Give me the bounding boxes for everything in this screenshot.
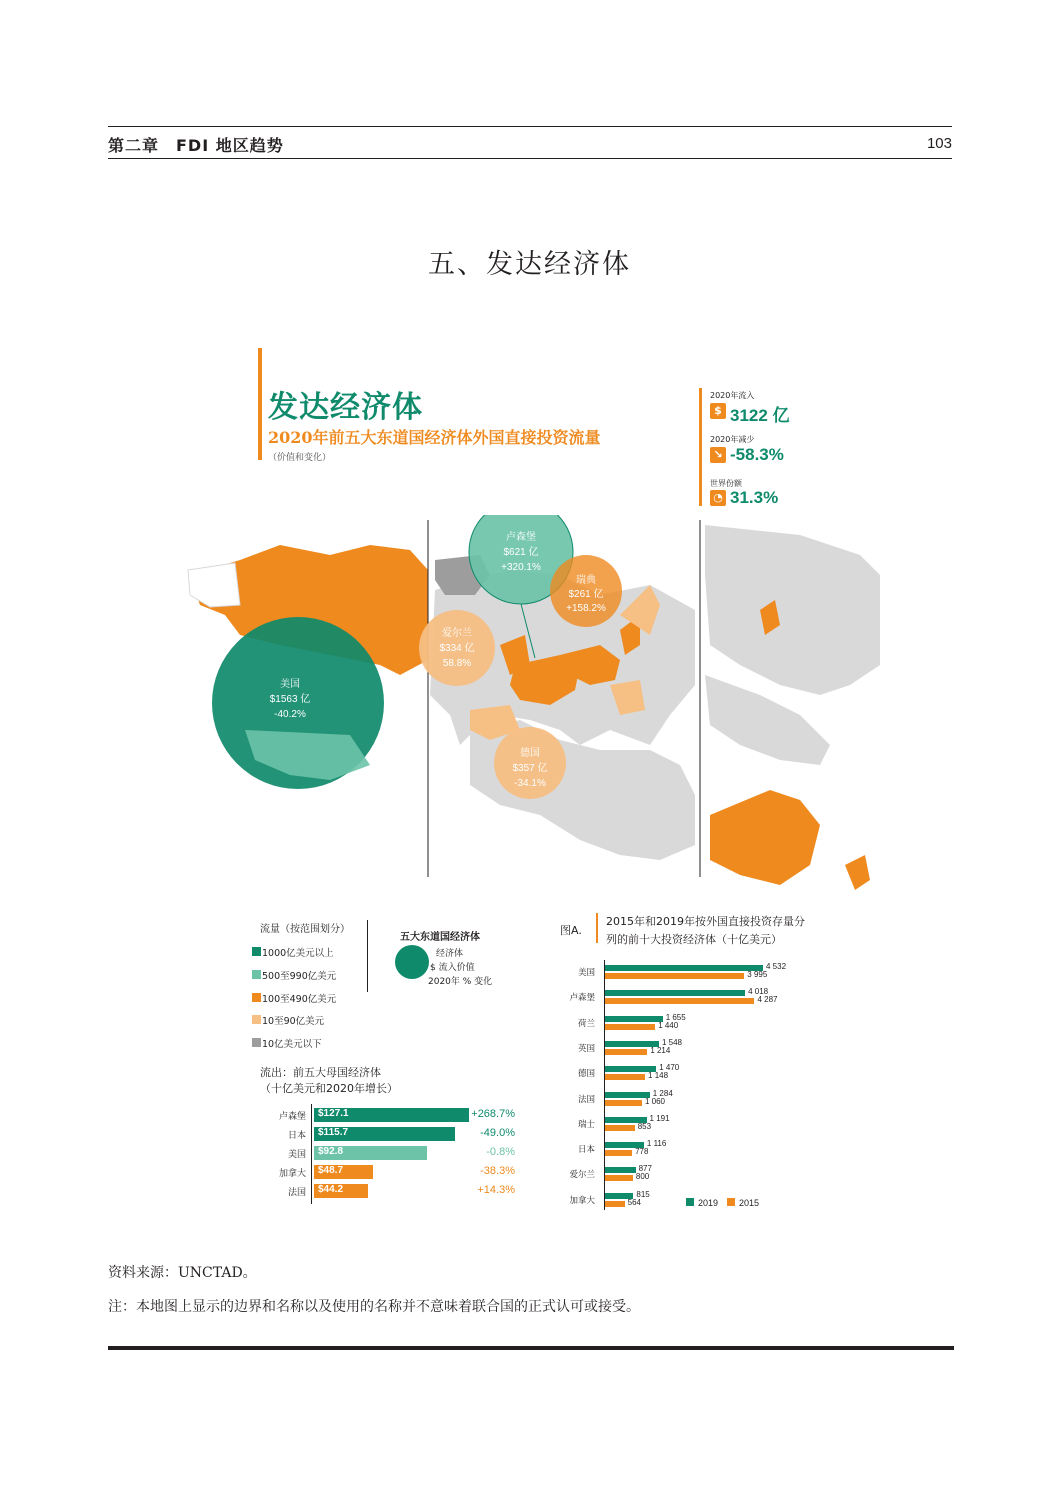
bubble-sweden-change: +158.2%: [566, 603, 606, 614]
legend-item-1000: 1000亿美元以上: [262, 945, 334, 959]
outflow-bar: [314, 1146, 427, 1160]
stat-decline-label: 2020年减少: [710, 435, 755, 444]
disclaimer-note: 注：本地图上显示的边界和名称以及使用的名称并不意味着联合国的正式认可或接受。: [108, 1299, 640, 1315]
outflow-country-label: 加拿大: [278, 1169, 306, 1179]
figure-a-bar-2015: [605, 1175, 633, 1181]
outflow-value-label: $48.7: [318, 1165, 344, 1176]
pie-icon: ◔: [710, 490, 726, 506]
bubble-ireland-country: 爱尔兰: [442, 628, 472, 639]
outflow-value-label: $127.1: [318, 1108, 349, 1119]
legend-key-line-1: 经济体: [436, 949, 464, 959]
outflow-bar: [314, 1127, 455, 1141]
bubble-luxembourg-change: +320.1%: [501, 562, 541, 573]
figure-a-data-label: 800: [635, 1172, 650, 1182]
figure-a-bar-2019: [605, 1092, 650, 1098]
figure-a-legend-2015: 2015: [727, 1198, 759, 1208]
figure-a-bar-2015: [605, 1201, 625, 1207]
footer-rule: [108, 1346, 954, 1350]
figure-a-category-label: 英国: [577, 1043, 595, 1054]
outflow-country-label: 卢森堡: [278, 1112, 306, 1122]
figure-a-data-label: 1 060: [644, 1096, 665, 1106]
legend-key-title: 五大东道国经济体: [400, 932, 480, 943]
figure-a-label: 图A.: [560, 924, 582, 937]
map-australia: [710, 790, 820, 885]
figure-a-category-label: 法国: [577, 1094, 595, 1105]
bubble-usa-change: -40.2%: [274, 709, 306, 720]
figure-a-bar-2019: [605, 990, 745, 996]
bubble-germany-country: 德国: [520, 748, 540, 759]
legend-divider: [367, 920, 368, 992]
world-map: [180, 515, 880, 905]
figure-a-legend-2019: 2019: [686, 1198, 718, 1208]
figure-a-data-label: 1 214: [650, 1045, 671, 1055]
section-title: 五、发达经济体: [428, 249, 631, 280]
figure-a-bar-2015: [605, 998, 754, 1004]
legend-item-10: 10至90亿美元: [262, 1013, 324, 1027]
figure-a-category-label: 荷兰: [577, 1018, 595, 1029]
bubble-luxembourg-country: 卢森堡: [506, 532, 536, 543]
outflow-bar: [314, 1165, 373, 1179]
map-new-zealand: [845, 855, 870, 890]
figure-a-bar-2015: [605, 973, 744, 979]
figure-a-bar-2019: [605, 1016, 663, 1022]
figure-a-data-label: 1 191: [649, 1113, 670, 1123]
figure-a-data-label: 1 284: [652, 1088, 673, 1098]
figure-a-bar-2015: [605, 1049, 647, 1055]
figure-a-data-label: 815: [636, 1189, 650, 1199]
stats-accent-bar: [699, 388, 702, 506]
figure-a-title-2: 列的前十大投资经济体（十亿美元）: [606, 933, 782, 946]
figure-a-accent-bar: [596, 913, 598, 943]
outflows-title: 流出：前五大母国经济体: [260, 1066, 381, 1079]
legend-item-100: 100至490亿美元: [262, 991, 336, 1005]
figure-a-data-label: 4 532: [766, 962, 787, 971]
figure-a-data-label: 1 548: [661, 1037, 682, 1047]
figure-a-data-label: 778: [635, 1147, 649, 1157]
stat-inflow-value: 3122 亿: [730, 406, 790, 425]
outflow-country-label: 日本: [287, 1131, 306, 1141]
stat-decline-value: -58.3%: [730, 445, 784, 464]
decline-icon: ↘: [710, 447, 726, 463]
outflow-change-label: -49.0%: [480, 1127, 515, 1139]
chapter-title: 第二章 FDI 地区趋势: [108, 136, 284, 155]
figure-a-category-label: 美国: [577, 968, 595, 978]
figure-a-data-label: 4 287: [757, 995, 778, 1005]
outflows-subtitle: （十亿美元和2020年增长）: [260, 1082, 398, 1095]
bubble-usa-value: $1563 亿: [269, 694, 311, 705]
stat-inflow-label: 2020年流入: [710, 391, 755, 400]
outflow-bar: [314, 1108, 469, 1122]
title-accent-bar: [258, 348, 262, 460]
bubble-usa-country: 美国: [280, 679, 300, 690]
figure-a-data-label: 3 995: [747, 970, 768, 979]
bubble-ireland-change: 58.8%: [442, 658, 472, 669]
outflow-country-label: 法国: [287, 1188, 306, 1198]
outflow-bar: [314, 1184, 368, 1198]
infographic-subtitle: 2020年前五大东道国经济体外国直接投资流量: [268, 428, 601, 447]
bubble-germany-change: -34.1%: [514, 778, 546, 789]
infographic-subtitle-note: （价值和变化）: [268, 453, 332, 463]
source-note: 资料来源：UNCTAD。: [108, 1265, 257, 1281]
bubble-luxembourg-value: $621 亿: [503, 547, 539, 558]
outflow-value-label: $115.7: [318, 1127, 349, 1138]
figure-a-category-label: 瑞士: [577, 1119, 595, 1130]
bubble-sweden-value: $261 亿: [568, 589, 604, 600]
bubble-ireland-value: $334 亿: [439, 643, 475, 654]
figure-a-data-label: 1 148: [648, 1071, 669, 1081]
figure-a-data-label: 1 470: [659, 1063, 680, 1073]
figure-a-data-label: 1 440: [658, 1020, 679, 1030]
page-number: 103: [926, 135, 952, 152]
outflows-axis: [311, 1104, 312, 1204]
figure-a-bar-2015: [605, 1100, 642, 1106]
legend-item-under10: 10亿美元以下: [262, 1036, 322, 1050]
legend-key-line-3: 2020年 % 变化: [428, 977, 493, 987]
header-top-rule: [108, 126, 952, 127]
dollar-icon: $: [710, 403, 726, 419]
infographic-title: 发达经济体: [268, 390, 423, 425]
outflow-change-label: -0.8%: [486, 1146, 515, 1158]
figure-a-bar-2019: [605, 1167, 636, 1173]
stat-share-label: 世界份额: [710, 479, 742, 488]
figure-a-data-label: 853: [637, 1121, 652, 1131]
figure-a-data-label: 1 116: [646, 1139, 667, 1149]
figure-a-category-label: 爱尔兰: [569, 1170, 595, 1181]
figure-a-bar-2019: [605, 965, 763, 971]
figure-a-title-1: 2015年和2019年按外国直接投资存量分: [606, 915, 805, 928]
figure-a-category-label: 加拿大: [569, 1195, 595, 1206]
outflow-value-label: $44.2: [318, 1184, 344, 1195]
figure-a-data-label: 1 655: [665, 1012, 686, 1022]
figure-a-bar-2015: [605, 1150, 632, 1156]
figure-a-bar-2015: [605, 1125, 635, 1131]
figure-a-data-label: 4 018: [748, 987, 769, 997]
figure-a-category-label: 卢森堡: [569, 993, 595, 1004]
bubble-sweden-country: 瑞典: [576, 575, 596, 586]
figure-a-category-label: 德国: [577, 1069, 595, 1080]
outflow-change-label: +14.3%: [477, 1184, 515, 1196]
outflow-value-label: $92.8: [318, 1146, 344, 1157]
figure-a-category-label: 日本: [577, 1145, 595, 1156]
map-alaska: [188, 563, 240, 607]
outflow-change-label: -38.3%: [480, 1165, 515, 1177]
header-bottom-rule: [108, 158, 952, 159]
outflow-change-label: +268.7%: [471, 1108, 515, 1120]
legend-key-line-2: $ 流入价值: [430, 963, 475, 973]
legend-item-500: 500至990亿美元: [262, 968, 336, 982]
outflow-country-label: 美国: [287, 1150, 306, 1160]
figure-a-data-label: 564: [627, 1197, 642, 1207]
figure-a-data-label: 877: [638, 1164, 652, 1174]
stat-share-value: 31.3%: [730, 488, 779, 507]
bubble-germany-value: $357 亿: [512, 763, 548, 774]
figure-a-bar-2015: [605, 1074, 645, 1080]
legend-title: 流量（按范围划分）: [260, 924, 350, 935]
figure-a-bar-2015: [605, 1024, 655, 1030]
legend-key-circle: [395, 945, 429, 979]
